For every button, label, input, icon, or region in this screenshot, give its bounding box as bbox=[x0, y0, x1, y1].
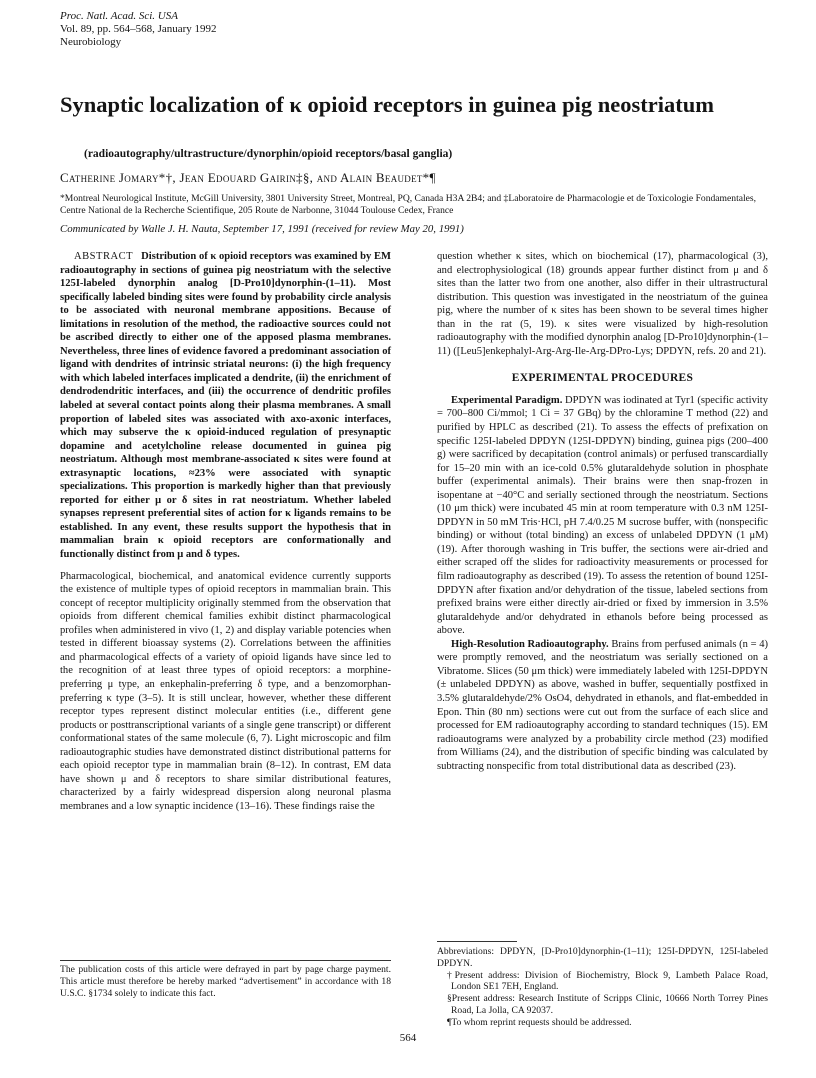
right-column bbox=[437, 250, 768, 773]
paragraph-2-heading: High-Resolution Radioautography. bbox=[451, 638, 609, 650]
cost-note-rule bbox=[60, 960, 391, 961]
intro-continued: question whether κ sites, which on biochemical (17), pharmacological (3), and electrophysiological (18) grounds appear further distinct from μ and δ sites than the latter two from one another, also differ in their ultrastructural distribution. This question was investigated in the neostriatum of the guinea pig, where the number of κ sites has been shown to be several times higher than in the rat (5, 19). κ sites were visualized by high-resolution radioautography with the modified dynorphin analog [D-Pro10]dynorphin-(1–11) ([Leu5]enkephalyl-Arg-Arg-Ile-Arg-DPro-Lys; DPDYN, refs. 20 and 21). bbox=[437, 251, 768, 357]
page-number: 564 bbox=[399, 1032, 417, 1044]
section-note: §Present address: Research Institute of Scripps Clinic, 10666 North Torrey Pines Road, La Jolla, CA 92037. bbox=[447, 993, 768, 1016]
authors: Catherine Jomary*†, Jean Edouard Gairin‡§, and Alain Beaudet*¶ bbox=[60, 170, 436, 185]
methods-paragraph-2 bbox=[437, 638, 768, 773]
volume-line: Vol. 89, pp. 564–568, January 1992 bbox=[60, 23, 217, 35]
abstract-text: Distribution of κ opioid receptors was examined by EM radioautography in sections of guinea pig neostriatum with the selective 125I-labeled dynorphin analog [D-Pro10]dynorphin-(1–11). Most specifically labeled binding sites were found by probability circle analysis to be associated with neuronal membrane appositions. Because of limitations in resolution of the method, the radioactive sources could not be ascribed directly to either one of the apposed plasma membranes. Nevertheless, three lines of evidence favored a predominant association of ligand with dendrites of intrinsic striatal neurons: (i) the high frequency with which labeled interfaces implicated a dendrite, (ii) the enrichment of dendrodendritic interfaces, and (iii) the occurrence of dendritic profiles labeled at several contact points along their plasma membranes. A small proportion of labeled sites was associated with axo-axonic interfaces, which may subserve the κ opioid-induced regulation of presynaptic dopamine and acetylcholine release documented in guinea pig neostriatum. Although most membrane-associated κ sites were found at extrasynaptic locations, ≈23% were associated with synaptic specializations. This proportion is markedly higher than that previously reported for either μ or δ sites in rat neostriatum. Whether labeled synapses represent preferential sites of action for κ ligands remains to be established. In any event, these results support the hypothesis that in mammalian brain κ opioid receptors are conformationally and functionally distinct from μ and δ types. bbox=[60, 251, 391, 561]
section-heading: EXPERIMENTAL PROCEDURES bbox=[511, 372, 694, 385]
abstract bbox=[60, 250, 391, 562]
abbreviations-note: Abbreviations: DPDYN, [D-Pro10]dynorphin-(1–11); 125I-DPDYN, 125I-labeled DPDYN. bbox=[437, 946, 768, 969]
left-column bbox=[60, 250, 391, 813]
keywords: (radioautography/ultrastructure/dynorphin/opioid receptors/basal ganglia) bbox=[84, 148, 453, 160]
methods-paragraph-1 bbox=[437, 394, 768, 638]
paragraph-2-text: Brains from perfused animals (n = 4) were promptly removed, and the neostriatum was serially sectioned on a Vibratome. Slices (50 μm thick) were immediately labeled with 125I-DPDYN (± unlabeled DPDYN) as above, washed in buffer, sequentially postfixed in 3.5% glutaraldehyde/2% OsO4, dehydrated in ethanols, and flat-embedded in Epon. Thin (80 nm) sections were cut out from the surface of each slice and processed for EM radioautography according to standard techniques (15). EM radioautograms were analyzed by a probability circle method (23) modified from Williams (24), and the distribution of specific binding was calculated by subtracting nonspecific from total distributional data as described (23). bbox=[437, 638, 769, 772]
paragraph-1-text: DPDYN was iodinated at Tyr1 (specific activity = 700–800 Ci/mmol; 1 Ci = 37 GBq) by the chloramine T method (22) and purified by HPLC as described (21). To assess the effects of prefixation on specific 125I-labeled DPDYN (125I-DPDYN) binding, guinea pigs (200–400 g) were sacrificed by decapitation (control animals) or perfused transcardially for 15–20 min with an ice-cold 0.5% glutaraldehyde solution in phosphate buffer (experimental animals). Their brains were then snap-frozen in isopentane at −40°C and serially sectioned through the neostriatum. Sections (10 μm thick) were incubated 45 min at room temperature with 0.3 nM 125I-DPDYN in 50 mM Tris·HCl, pH 7.4/0.25 M sucrose buffer, with (nonspecific binding) or without (total binding) an excess of unlabeled DPDYN (1 μM) (19). After thorough washing in Tris buffer, the sections were air-dried and either scraped off the slides for radioactivity measurements or processed for film radioautography as described (19). To assess the retention of bound 125I-DPDYN after fixation and/or dehydration of the tissue, labeled sections from prefixed brains were either directly air-dried or fixed by immersion in 3.5% glutaraldehyde and/or dehydrated in ethanols before being processed as above. bbox=[437, 394, 768, 637]
footnotes bbox=[437, 946, 768, 1029]
cost-note: The publication costs of this article were defrayed in part by page charge payment. This article must therefore be hereby marked “advertisement” in accordance with 18 U.S.C. §1734 solely to indicate this fact. bbox=[60, 964, 391, 999]
journal-name: Proc. Natl. Acad. Sci. USA bbox=[60, 10, 178, 22]
affiliations: *Montreal Neurological Institute, McGill University, 3801 University Street, Montreal, PQ, Canada H3A 2B4; and ‡Laboratoire de Pharmacologie et de Toxicologie Fondamentales, Centre National de la Recherche Scientifique, 205 Route de Narbonne, 31044 Toulouse Cedex, France bbox=[60, 193, 757, 216]
section-name: Neurobiology bbox=[60, 36, 122, 48]
reprint-note: ¶To whom reprint requests should be addressed. bbox=[447, 1016, 632, 1028]
footnote-rule bbox=[437, 941, 517, 942]
journal-header bbox=[60, 10, 217, 49]
communicated-by: Communicated by Walle J. H. Nauta, September 17, 1991 (received for review May 20, 1991) bbox=[60, 223, 464, 235]
introduction-paragraph: Pharmacological, biochemical, and anatomical evidence currently supports the existence of multiple types of opioid receptors in mammalian brain. This concept of receptor multiplicity originally stemmed from the observation that opioids from different chemical families exhibit distinct pharmacological profiles when administered in vivo (1, 2) and display variable potencies when tested in different bioassay systems (2). Correlations between the affinities and pharmacological effects of a variety of opioid ligands have since led to the recognition of at least three types of opioid receptors: a morphine-preferring μ type, an enkephalin-preferring δ type, and a benzomorphan-preferring κ type (3–5). It is still unclear, however, whether these different receptor types represent distinct molecular entities (i.e., different gene products or posttranscriptional variants of a single gene transcript) or different conformational states of the same molecule (6, 7). Light microscopic and film radioautographic studies have demonstrated distinct distributional patterns for each opioid receptor type in mammalian brain (8–12). In contrast, EM data have shown μ and δ receptors to share similar distributional features, characterized by a fairly widespread dispersion along neuronal plasma membranes and a low synaptic incidence (13–16). These findings raise the bbox=[60, 570, 391, 812]
paragraph-1-heading: Experimental Paradigm. bbox=[451, 394, 563, 406]
abstract-label: ABSTRACT bbox=[74, 251, 134, 262]
dagger-note: †Present address: Division of Biochemistry, Block 9, Lambeth Palace Road, London SE1 7EH, England. bbox=[447, 969, 768, 993]
article-title: Synaptic localization of κ opioid receptors in guinea pig neostriatum bbox=[60, 92, 714, 117]
